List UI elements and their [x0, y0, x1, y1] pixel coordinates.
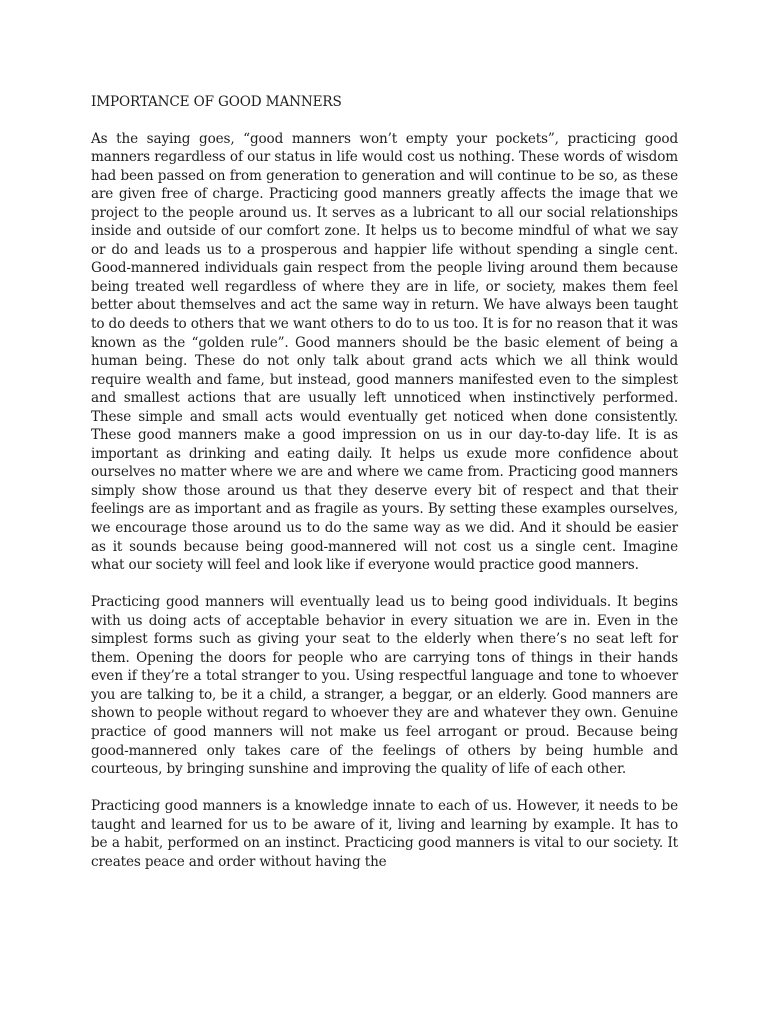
paragraph-3: Practicing good manners is a knowledge innate to each of us. However, it needs to be taught and learned for us to be aware of it, living and learning by example. It has to be a habit, performed on an instinct. Practicing good manners is vital to our society. It creates peace and order without having the: [91, 798, 678, 870]
document-page: [91, 93, 678, 890]
paragraph-2: Practicing good manners will eventually lead us to being good individuals. It begins with us doing acts of acceptable behavior in every situation we are in. Even in the simplest forms such as giving your seat to the elderly when there’s no seat left for them. Opening the doors for people who are carrying tons of things in their hands even if they’re a total stranger to you. Using respectful language and tone to whoever you are talking to, be it a child, a stranger, a beggar, or an elderly. Good manners are shown to people without regard to whoever they are and whatever they own. Genuine practice of good manners will not make us feel arrogant or proud. Because being good-mannered only takes care of the feelings of others by being humble and courteous, by bringing sunshine and improving the quality of life of each other.: [91, 594, 678, 778]
document-title: IMPORTANCE OF GOOD MANNERS: [91, 94, 342, 110]
paragraph-1: As the saying goes, “good manners won’t empty your pockets”, practicing good manners regardless of our status in life would cost us nothing. These words of wisdom had been passed on from generation to generation and will continue to be so, as these are given free of charge. Practicing good manners greatly affects the image that we project to the people around us. It serves as a lubricant to all our social relationships inside and outside of our comfort zone. It helps us to become mindful of what we say or do and leads us to a prosperous and happier life without spending a single cent. Good-mannered individuals gain respect from the people living around them because being treated well regardless of where they are in life, or society, makes them feel better about themselves and act the same way in return. We have always been taught to do deeds to others that we want others to do to us too. It is for no reason that it was known as the “golden rule”. Good manners should be the basic element of being a human being. These do not only talk about grand acts which we all think would require wealth and fame, but instead, good manners manifested even to the simplest and smallest actions that are usually left unnoticed when instinctively performed. These simple and small acts would eventually get noticed when done consistently. These good manners make a good impression on us in our day-to-day life. It is as important as drinking and eating daily. It helps us exude more confidence about ourselves no matter where we are and where we came from. Practicing good manners simply show those around us that they deserve every bit of respect and that their feelings are as important and as fragile as yours. By setting these examples ourselves, we encourage those around us to do the same way as we did. And it should be easier as it sounds because being good-mannered will not cost us a single cent. Imagine what our society will feel and look like if everyone would practice good manners.: [91, 130, 678, 574]
